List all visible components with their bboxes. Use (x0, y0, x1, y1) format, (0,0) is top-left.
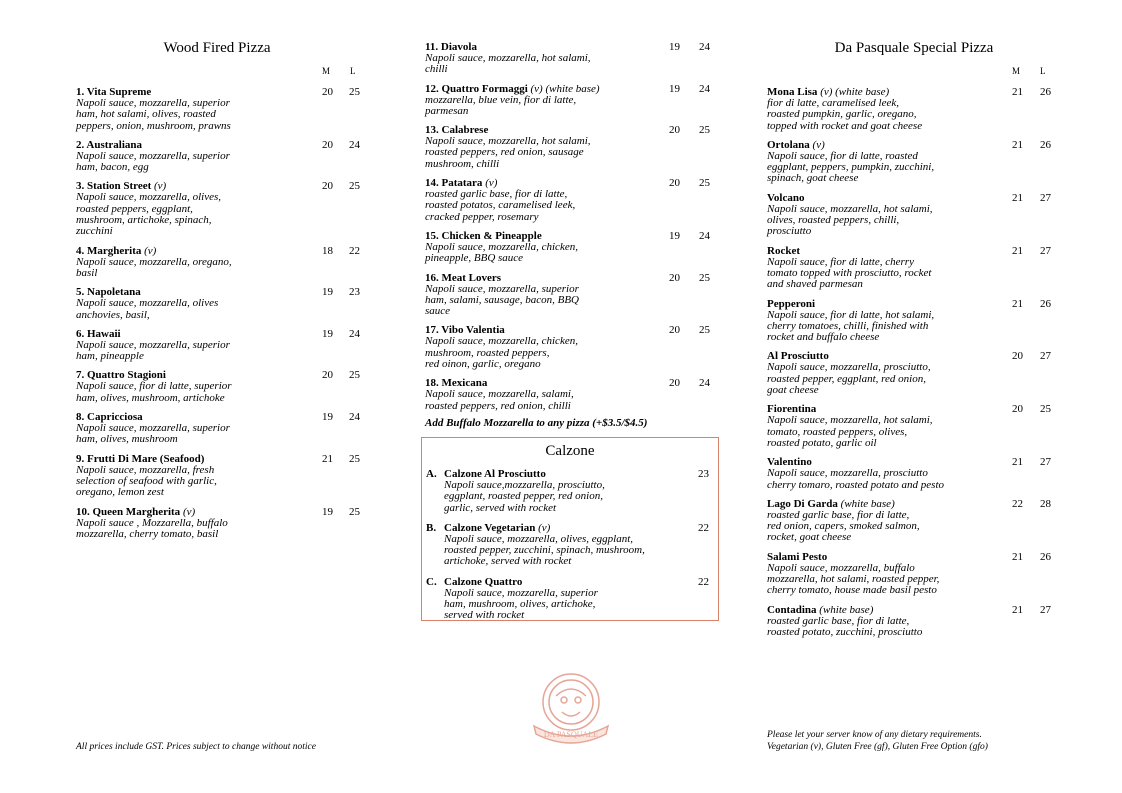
item-title: 11. Diavola (425, 41, 477, 53)
item-description: roasted peppers, red onion, chilli (425, 399, 571, 412)
price-large: 24 (349, 411, 360, 424)
item-title: 18. Mexicana (425, 377, 488, 390)
item-description: olives, roasted peppers, chilli, (767, 214, 900, 227)
menu-item (767, 86, 1067, 132)
item-description: eggplant, peppers, pumpkin, zucchini, (767, 161, 935, 174)
item-description: roasted potato, zucchini, prosciutto (767, 625, 923, 638)
size-header-m: M (322, 66, 331, 76)
price-large: 24 (699, 377, 710, 390)
item-description: rocket, goat cheese (767, 531, 852, 544)
calzone-description: Napoli sauce,mozzarella, prosciutto, (444, 479, 605, 491)
size-header-l: L (350, 66, 356, 76)
menu-item (767, 403, 1067, 449)
item-description: red onion, capers, smoked salmon, (767, 520, 920, 533)
special-list (767, 86, 1067, 645)
item-description: Napoli sauce, mozzarella, buffalo (767, 561, 915, 574)
buffalo-addon-note: Add Buffalo Mozzarella to any pizza (+$3.5/$4.5) (425, 417, 648, 429)
item-title: 6. Hawaii (76, 327, 121, 340)
price-medium: 20 (322, 369, 333, 382)
price-medium: 21 (322, 452, 333, 465)
item-description: goat cheese (767, 384, 819, 397)
item-title: Salami Pesto (767, 550, 828, 563)
price-large: 27 (1040, 191, 1051, 204)
item-description: tomato topped with prosciutto, rocket (767, 266, 932, 279)
price-medium: 18 (322, 244, 333, 257)
item-tag: (v) (182, 505, 196, 518)
wood-fired-list (76, 86, 376, 547)
price-medium: 19 (669, 82, 680, 95)
price-large: 26 (1040, 86, 1051, 98)
price-medium: 22 (1012, 497, 1023, 510)
calzone-description: ham, mushroom, olives, artichoke, (444, 598, 596, 611)
item-description: ham, olives, mushroom, artichoke (76, 391, 225, 404)
menu-item (425, 272, 725, 318)
menu-item (425, 41, 725, 76)
item-description: ham, salami, sausage, bacon, BBQ (425, 293, 579, 306)
price-large: 24 (699, 41, 710, 53)
item-description: mushroom, roasted peppers, (425, 346, 550, 359)
special-column (767, 40, 1067, 57)
item-description: Napoli sauce, mozzarella, salami, (425, 388, 574, 401)
price-medium: 21 (1012, 297, 1023, 310)
item-description: Napoli sauce, mozzarella, oregano, (76, 255, 232, 268)
price-medium: 19 (322, 505, 333, 518)
item-title: Mona Lisa (767, 86, 818, 98)
calzone-description: served with rocket (444, 609, 525, 622)
calzone-letter: A. (426, 468, 437, 480)
price-large: 24 (349, 138, 360, 151)
price-medium: 19 (322, 411, 333, 424)
price-large: 25 (349, 452, 360, 465)
item-description: zucchini (76, 225, 113, 238)
price-medium: 20 (1012, 403, 1023, 416)
price-medium: 21 (1012, 86, 1023, 98)
price-large: 25 (699, 124, 710, 137)
item-description: topped with rocket and goat cheese (767, 119, 923, 132)
item-description: roasted garlic base, fior di latte, (767, 508, 910, 521)
calzone-description: Napoli sauce, mozzarella, superior (444, 586, 598, 599)
item-description: pineapple, BBQ sauce (425, 252, 524, 265)
price-large: 25 (699, 177, 710, 190)
menu-item (76, 369, 376, 404)
calzone-title: Calzone Quattro (444, 575, 523, 588)
item-description: rocket and buffalo cheese (767, 331, 880, 344)
price-medium: 20 (322, 180, 333, 193)
price-medium: 20 (322, 138, 333, 151)
calzone-list (422, 468, 718, 622)
price-medium: 20 (669, 124, 680, 137)
item-tag: (v) (144, 244, 157, 257)
calzone-description: eggplant, roasted pepper, red onion, (444, 490, 603, 503)
item-title: 13. Calabrese (425, 124, 489, 137)
item-title: 17. Vibo Valentia (425, 324, 505, 337)
item-description: tomato, roasted peppers, olives, (767, 425, 908, 438)
menu-item (76, 286, 376, 321)
item-title: 10. Queen Margherita (76, 505, 181, 518)
price-large: 22 (349, 244, 360, 257)
menu-item (76, 453, 376, 499)
price-large: 25 (699, 271, 710, 284)
menu-item (767, 350, 1067, 396)
item-title: Valentino (767, 456, 812, 469)
price-medium: 19 (322, 327, 333, 340)
item-description: mushroom, artichoke, spinach, (76, 214, 212, 227)
price-large: 27 (1040, 603, 1051, 616)
menu-item (76, 139, 376, 174)
price-large: 25 (349, 369, 360, 382)
item-description: Napoli sauce, mozzarella, prosciutto (767, 467, 928, 480)
item-description: red oinon, garlic, oregano (425, 358, 541, 371)
menu-item (76, 180, 376, 237)
item-title: Pepperoni (767, 297, 816, 310)
item-description: prosciutto (767, 225, 812, 238)
item-tag: (white base) (819, 603, 874, 616)
menu-item (767, 456, 1067, 491)
price-large: 27 (1040, 244, 1051, 257)
menu-item (767, 139, 1067, 185)
item-description: cherry tomatoes, chilli, finished with (767, 319, 929, 332)
item-description: Napoli sauce, fior di latte, hot salami, (767, 308, 935, 321)
price-large: 27 (1040, 350, 1051, 363)
item-description: Napoli sauce, mozzarella, prosciutto, (767, 361, 931, 374)
item-description: mushroom, chilli (425, 157, 500, 170)
calzone-item (422, 522, 718, 568)
item-title: 12. Quattro Formaggi (425, 82, 528, 95)
item-title: 16. Meat Lovers (425, 271, 502, 284)
price-medium: 19 (669, 229, 680, 242)
item-description: mozzarella, cherry tomato, basil (76, 527, 219, 540)
item-description: chilli (425, 63, 448, 76)
menu-item (425, 177, 725, 223)
menu-item (425, 124, 725, 170)
price-large: 28 (1040, 497, 1051, 510)
dietary-note-line2: Vegetarian (v), Gluten Free (gf), Gluten Free Option (gfo) (767, 742, 988, 752)
special-size-header-l: L (1040, 66, 1046, 76)
item-description: cherry tomato, house made basil pesto (767, 584, 937, 597)
calzone-title: Calzone Al Prosciutto (444, 468, 546, 480)
price-large: 25 (349, 505, 360, 518)
calzone-description: Napoli sauce, mozzarella, olives, eggplant, (444, 532, 634, 545)
item-description: roasted peppers, red onion, sausage (425, 146, 584, 159)
item-title: 15. Chicken & Pineapple (425, 229, 542, 242)
item-description: Napoli sauce, mozzarella, olives (76, 297, 219, 310)
menu-item (425, 377, 725, 412)
item-description: Napoli sauce, mozzarella, superior (76, 149, 230, 162)
item-description: roasted potatos, caramelised leek, (425, 199, 576, 212)
item-title: Lago Di Garda (767, 497, 838, 510)
item-description: Napoli sauce, mozzarella, fresh (76, 463, 215, 476)
price-large: 25 (349, 86, 360, 98)
item-title: 9. Frutti Di Mare (Seafood) (76, 452, 205, 465)
item-description: Napoli sauce, mozzarella, chicken, (425, 335, 578, 348)
item-description: roasted pepper, eggplant, red onion, (767, 372, 926, 385)
item-description: Napoli sauce, fior di latte, roasted (767, 149, 918, 162)
wood-fired-title: Wood Fired Pizza (163, 40, 271, 56)
item-description: cracked pepper, rosemary (425, 210, 539, 223)
item-description: mozzarella, hot salami, roasted pepper, (767, 573, 940, 586)
item-description: roasted peppers, eggplant, (76, 202, 193, 215)
item-title: Fiorentina (767, 403, 817, 416)
price-large: 26 (1040, 550, 1051, 563)
item-description: Napoli sauce, mozzarella, superior (76, 422, 230, 435)
item-tag: (v) (white base) (820, 86, 890, 98)
item-title: 7. Quattro Stagioni (76, 369, 166, 382)
menu-item (76, 245, 376, 280)
logo-text: DA PASQUALE (543, 730, 599, 739)
item-description: Napoli sauce, mozzarella, hot salami, (767, 202, 933, 215)
item-description: Napoli sauce, fior di latte, superior (76, 380, 232, 393)
price-medium: 20 (669, 324, 680, 337)
menu-item (767, 551, 1067, 597)
item-description: basil (76, 266, 98, 279)
item-description: Napoli sauce, mozzarella, superior (76, 97, 230, 109)
item-description: Napoli sauce, mozzarella, superior (425, 282, 579, 295)
item-title: Ortolana (767, 138, 810, 151)
special-size-header-m: M (1012, 66, 1021, 76)
item-description: Napoli sauce, mozzarella, hot salami, (425, 135, 591, 148)
item-title: 3. Station Street (76, 180, 152, 193)
calzone-title: Calzone Vegetarian (444, 521, 536, 534)
item-description: ham, bacon, egg (76, 161, 149, 174)
item-title: Volcano (767, 191, 805, 204)
item-title: 8. Capricciosa (76, 411, 143, 424)
item-description: Napoli sauce, mozzarella, olives, (76, 191, 222, 204)
menu-item (76, 86, 376, 132)
item-description: roasted pumpkin, garlic, oregano, (767, 108, 917, 121)
calzone-price: 22 (698, 575, 709, 588)
menu-item (767, 245, 1067, 291)
menu-item (76, 506, 376, 541)
price-medium: 20 (669, 377, 680, 390)
item-description: anchovies, basil, (76, 308, 150, 321)
item-title: 4. Margherita (76, 244, 142, 257)
calzone-description: garlic, served with rocket (444, 501, 557, 514)
price-medium: 21 (1012, 138, 1023, 151)
calzone-item (422, 468, 718, 514)
price-large: 24 (349, 327, 360, 340)
price-large: 25 (349, 180, 360, 193)
price-medium: 20 (669, 271, 680, 284)
item-description: Napoli sauce, mozzarella, superior (76, 338, 230, 351)
calzone-title: Calzone (545, 443, 595, 459)
item-description: Napoli sauce, mozzarella, hot salami, (425, 52, 591, 64)
item-description: selection of seafood with garlic, (76, 474, 217, 487)
calzone-tag: (v) (538, 521, 551, 534)
item-description: oregano, lemon zest (76, 486, 164, 499)
item-description: ham, olives, mushroom (76, 433, 178, 446)
item-description: parmesan (425, 104, 469, 117)
item-description: Napoli sauce , Mozzarella, buffalo (76, 516, 228, 529)
price-large: 24 (699, 229, 710, 242)
middle-list (425, 41, 725, 419)
price-large: 24 (699, 82, 710, 95)
price-medium: 20 (669, 177, 680, 190)
special-title: Da Pasquale Special Pizza (834, 40, 994, 56)
price-large: 23 (349, 286, 360, 299)
item-description: Napoli sauce, fior di latte, cherry (767, 255, 914, 268)
calzone-item (422, 576, 718, 622)
price-medium: 21 (1012, 603, 1023, 616)
item-title: 1. Vita Supreme (76, 86, 152, 98)
item-description: spinach, goat cheese (767, 172, 859, 185)
menu-item (425, 83, 725, 118)
item-description: cherry tomaro, roasted potato and pesto (767, 478, 945, 491)
calzone-price: 23 (698, 468, 709, 480)
item-description: and shaved parmesan (767, 278, 863, 291)
item-description: peppers, onion, mushroom, prawns (76, 119, 231, 132)
item-description: roasted garlic base, fior di latte, (425, 188, 568, 201)
item-description: Napoli sauce, mozzarella, chicken, (425, 240, 578, 253)
menu-item (767, 498, 1067, 544)
price-medium: 19 (669, 41, 680, 53)
price-large: 27 (1040, 456, 1051, 469)
calzone-price: 22 (698, 521, 709, 534)
price-medium: 21 (1012, 244, 1023, 257)
menu-item (425, 324, 725, 370)
da-pasquale-logo (526, 668, 616, 746)
price-large: 25 (699, 324, 710, 337)
item-description: sauce (425, 305, 451, 318)
price-medium: 19 (322, 286, 333, 299)
item-title: 2. Australiana (76, 138, 143, 151)
item-name (425, 272, 725, 284)
price-medium: 21 (1012, 550, 1023, 563)
price-medium: 21 (1012, 191, 1023, 204)
price-large: 25 (1040, 403, 1051, 416)
price-medium: 21 (1012, 456, 1023, 469)
item-description: roasted potato, garlic oil (767, 436, 877, 449)
calzone-description: artichoke, served with rocket (444, 555, 572, 568)
item-title: 14. Patatara (425, 177, 483, 190)
menu-item (425, 230, 725, 265)
price-large: 26 (1040, 297, 1051, 310)
menu-item (76, 328, 376, 363)
price-medium: 20 (322, 86, 333, 98)
menu-item (767, 604, 1067, 639)
item-tag: (v) (white base) (530, 82, 600, 95)
item-description: roasted garlic base, fior di latte, (767, 614, 910, 627)
item-tag: (v) (485, 177, 498, 190)
price-large: 26 (1040, 138, 1051, 151)
item-description: ham, pineapple (76, 350, 144, 363)
item-tag: (v) (154, 180, 167, 193)
calzone-letter: B. (426, 521, 437, 534)
calzone-letter: C. (426, 575, 437, 588)
item-description: fior di latte, caramelised leek, (767, 97, 899, 109)
item-name (425, 83, 725, 95)
calzone-box (421, 437, 719, 621)
item-description: mozzarella, blue vein, fior di latte, (425, 93, 577, 106)
menu-item (767, 298, 1067, 344)
menu-item (76, 411, 376, 446)
item-description: ham, hot salami, olives, roasted (76, 108, 216, 121)
item-title: 5. Napoletana (76, 286, 141, 299)
item-title: Contadina (767, 603, 817, 616)
wood-fired-column (76, 40, 376, 57)
item-tag: (white base) (840, 497, 895, 510)
item-tag: (v) (812, 138, 825, 151)
calzone-description: roasted pepper, zucchini, spinach, mushroom, (444, 544, 645, 557)
item-title: Rocket (767, 244, 800, 257)
menu-item (767, 192, 1067, 238)
item-description: Napoli sauce, mozzarella, hot salami, (767, 414, 933, 427)
item-title: Al Prosciutto (767, 350, 829, 363)
calzone-name (444, 576, 718, 588)
price-medium: 20 (1012, 350, 1023, 363)
dietary-note-line1: Please let your server know of any dietary requirements. (767, 730, 982, 740)
gst-note: All prices include GST. Prices subject to change without notice (76, 742, 316, 752)
